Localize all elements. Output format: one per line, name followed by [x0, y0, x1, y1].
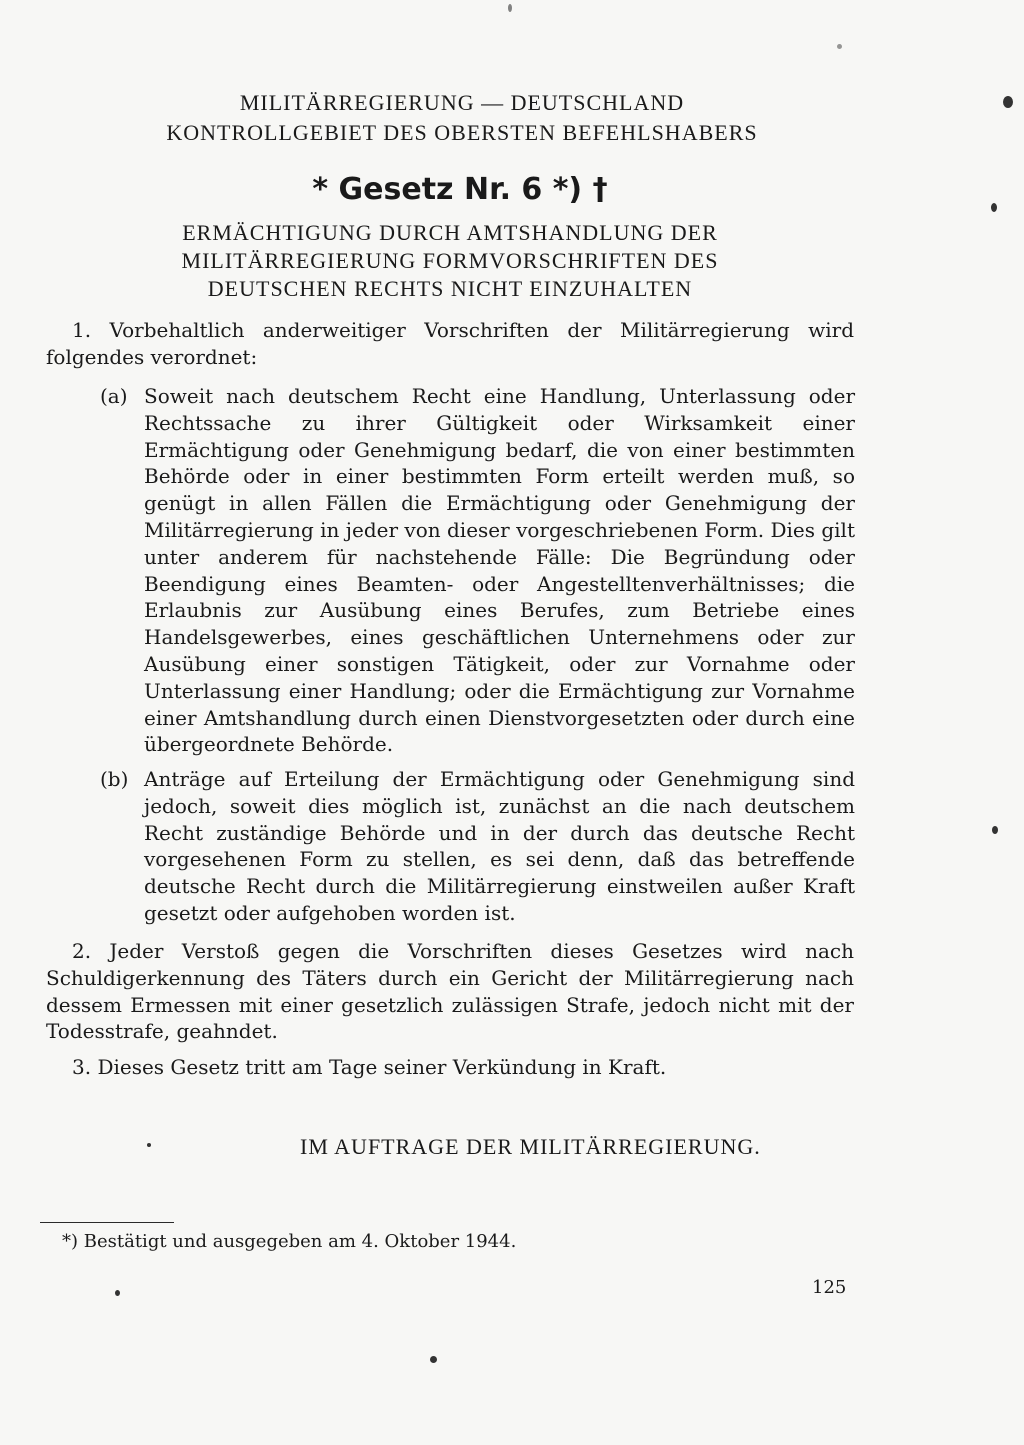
- item-b-label: (b): [100, 767, 129, 791]
- law-subtitle-line-3: DEUTSCHEN RECHTS NICHT EINZUHALTEN: [207, 276, 693, 301]
- item-b-text: Anträge auf Erteilung der Ermächtigung oder Genehmigung sind jedoch, soweit dies möglich ist, zunächst an die nach deutschem Recht zuständige Behörde und in der durch das deutsche Recht vorgesehenen Form zu stellen, es sei denn, daß das betreffende deutsche Recht durch die Militärregierung einstweilen außer Kraft gesetzt oder aufgehoben worden ist.: [144, 767, 855, 925]
- page-number: 125: [812, 1277, 847, 1298]
- paragraph-2: 2. Jeder Verstoß gegen die Vorschriften dieses Gesetzes wird nach Schuldigerkennung des Täters durch ein Gericht der Militärregierung nach dessem Ermessen mit einer gesetzlich zulässigen Strafe, jedoch nicht mit der Todesstrafe, geahndet.: [46, 939, 854, 1044]
- scan-speck: [1003, 96, 1013, 108]
- scan-speck: [837, 44, 842, 49]
- law-subtitle-line-1: ERMÄCHTIGUNG DURCH AMTSHANDLUNG DER: [182, 220, 718, 245]
- paragraph-3: 3. Dieses Gesetz tritt am Tage seiner Verkündung in Kraft.: [72, 1055, 667, 1079]
- scan-speck: [508, 4, 512, 12]
- scan-speck: [430, 1356, 437, 1363]
- scan-speck: [115, 1290, 120, 1296]
- scan-speck: [147, 1143, 151, 1147]
- item-a-label: (a): [100, 384, 128, 408]
- header-line-1: MILITÄRREGIERUNG — DEUTSCHLAND: [239, 90, 685, 115]
- scan-speck: [992, 826, 998, 834]
- signature-line: IM AUFTRAGE DER MILITÄRREGIERUNG.: [300, 1134, 761, 1159]
- item-a-text: Soweit nach deutschem Recht eine Handlung, Unterlassung oder Rechtssache zu ihrer Gültigkeit oder Wirksamkeit einer Ermächtigung oder Genehmigung bedarf, die von einer bestimmten Behörde oder in einer bestimmten Form erteilt werden muß, so genügt in allen Fällen die Ermächtigung oder Genehmigung der Militärregierung in jeder von dieser vorgeschriebenen Form. Dies gilt unter anderem für nachstehende Fälle: Die Begründung oder Beendigung eines Beamten- oder Angestelltenverhältnisses; die Erlaubnis zur Ausübung eines Berufes, zum Betriebe eines Handelsgewerbes, eines geschäftlichen Unternehmens oder zur Ausübung einer sonstigen Tätigkeit, oder zur Vornahme oder Unterlassung einer Handlung; oder die Ermächtigung zur Vornahme einer Amtshandlung durch einen Dienstvorgesetzten oder durch eine übergeordnete Behörde.: [144, 384, 855, 757]
- header-line-2: KONTROLLGEBIET DES OBERSTEN BEFEHLSHABERS: [166, 120, 758, 145]
- footnote: *) Bestätigt und ausgegeben am 4. Oktober 1944.: [62, 1231, 517, 1252]
- law-subtitle-line-2: MILITÄRREGIERUNG FORMVORSCHRIFTEN DES: [181, 248, 719, 273]
- footnote-divider: [40, 1222, 174, 1223]
- paragraph-1: 1. Vorbehaltlich anderweitiger Vorschriften der Militärregierung wird folgendes verordnet:: [46, 318, 854, 369]
- scan-speck: [991, 203, 997, 212]
- law-title: * Gesetz Nr. 6 *) †: [312, 172, 608, 207]
